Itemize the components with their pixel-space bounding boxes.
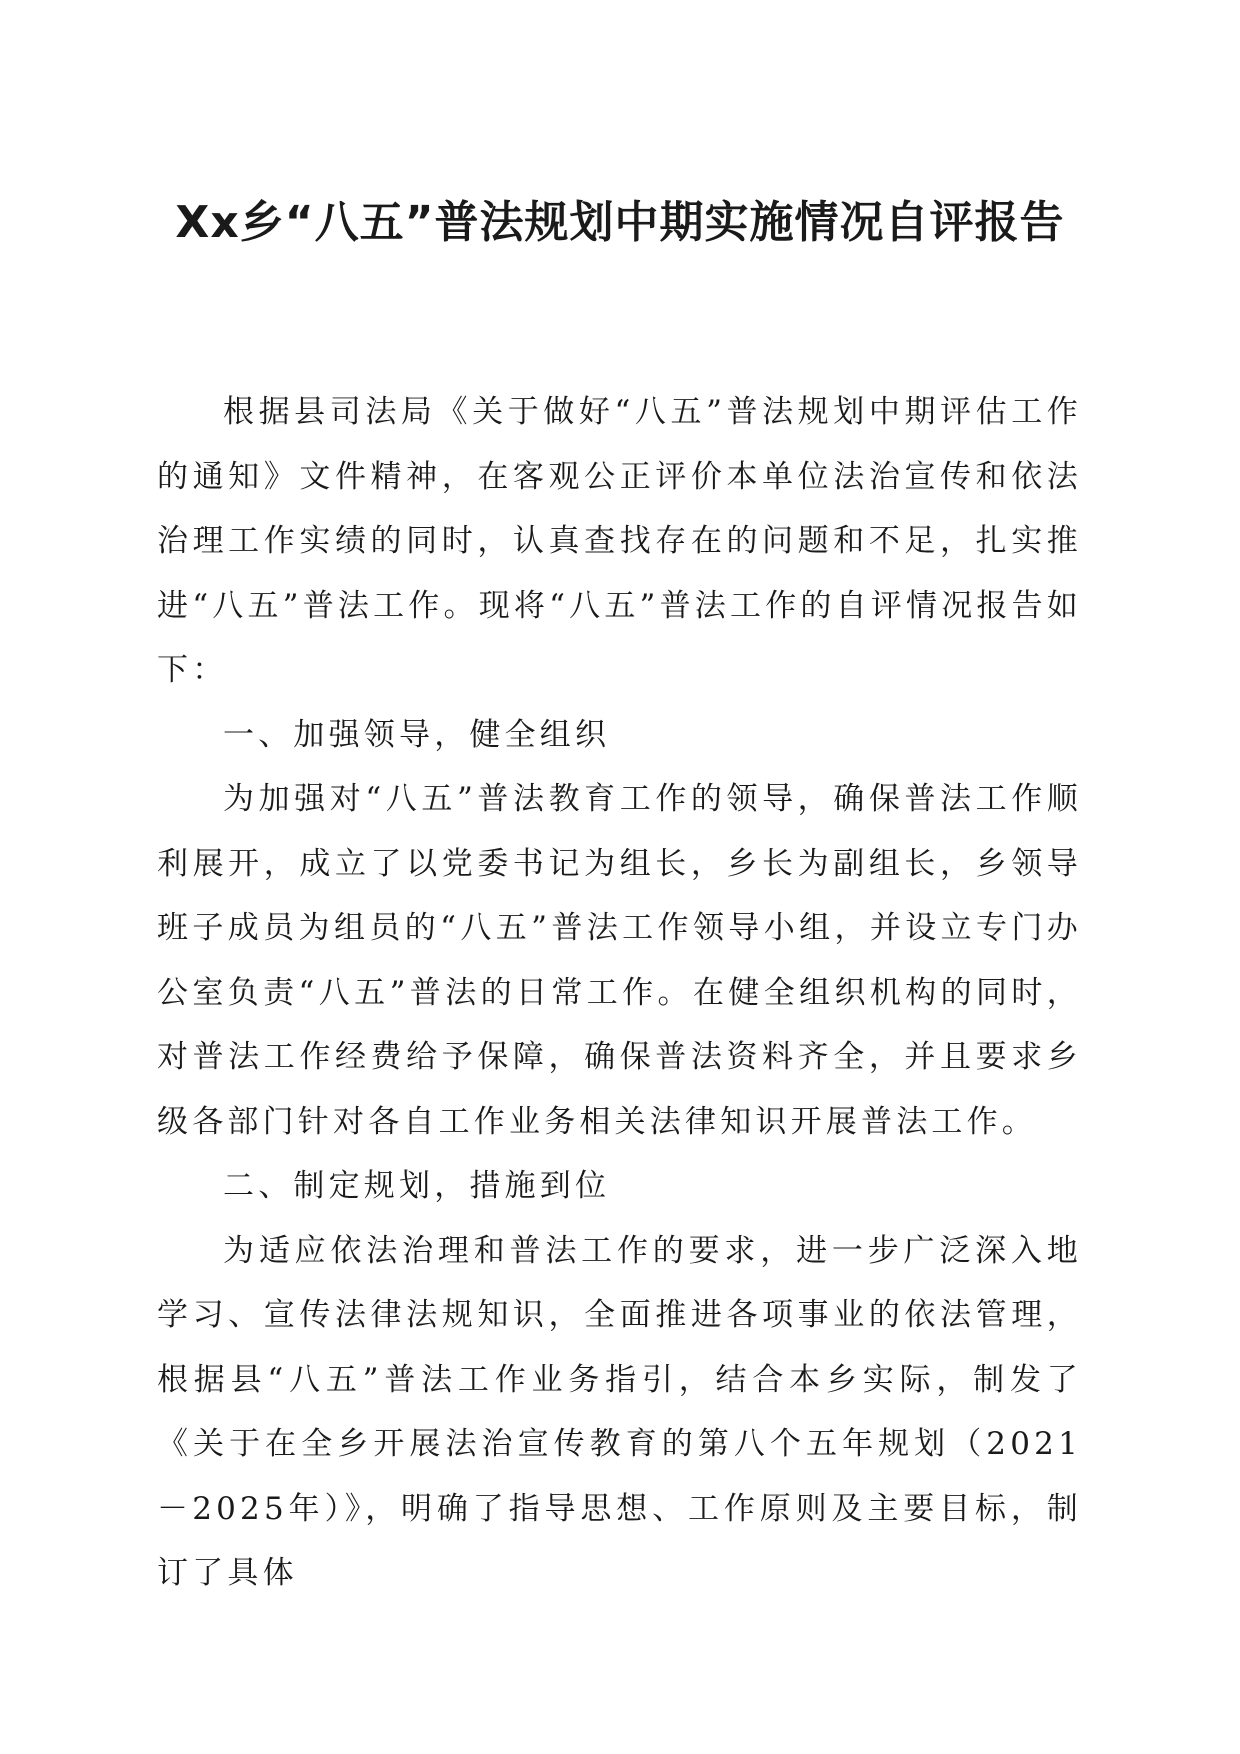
document-body [157, 380, 1082, 1606]
intro-paragraph: 根据县司法局《关于做好“八五”普法规划中期评估工作的通知》文件精神，在客观公正评价本单位法治宣传和依法治理工作实绩的同时，认真查找存在的问题和不足，扎实推进“八五”普法工作。现将“八五”普法工作的自评情况报告如下： [157, 394, 1082, 688]
section-heading-2: 二、制定规划，措施到位 [223, 1168, 611, 1204]
section-2-paragraph: 为适应依法治理和普法工作的要求，进一步广泛深入地学习、宣传法律法规知识，全面推进各项事业的依法管理，根据县“八五”普法工作业务指引，结合本乡实际，制发了《关于在全乡开展法治宣传教育的第八个五年规划（2021－2025年）》，明确了指导思想、工作原则及主要目标，制订了具体 [157, 1232, 1082, 1591]
section-heading-1: 一、加强领导，健全组织 [223, 716, 611, 753]
section-1-paragraph: 为加强对“八五”普法教育工作的领导，确保普法工作顺利展开，成立了以党委书记为组长，乡长为副组长，乡领导班子成员为组员的“八五”普法工作领导小组，并设立专门办公室负责“八五”普法的日常工作。在健全组织机构的同时，对普法工作经费给予保障，确保普法资料齐全，并且要求乡级各部门针对各自工作业务相关法律知识开展普法工作。 [157, 781, 1082, 1140]
document-title: Xx乡“八五”普法规划中期实施情况自评报告 [175, 197, 1065, 248]
